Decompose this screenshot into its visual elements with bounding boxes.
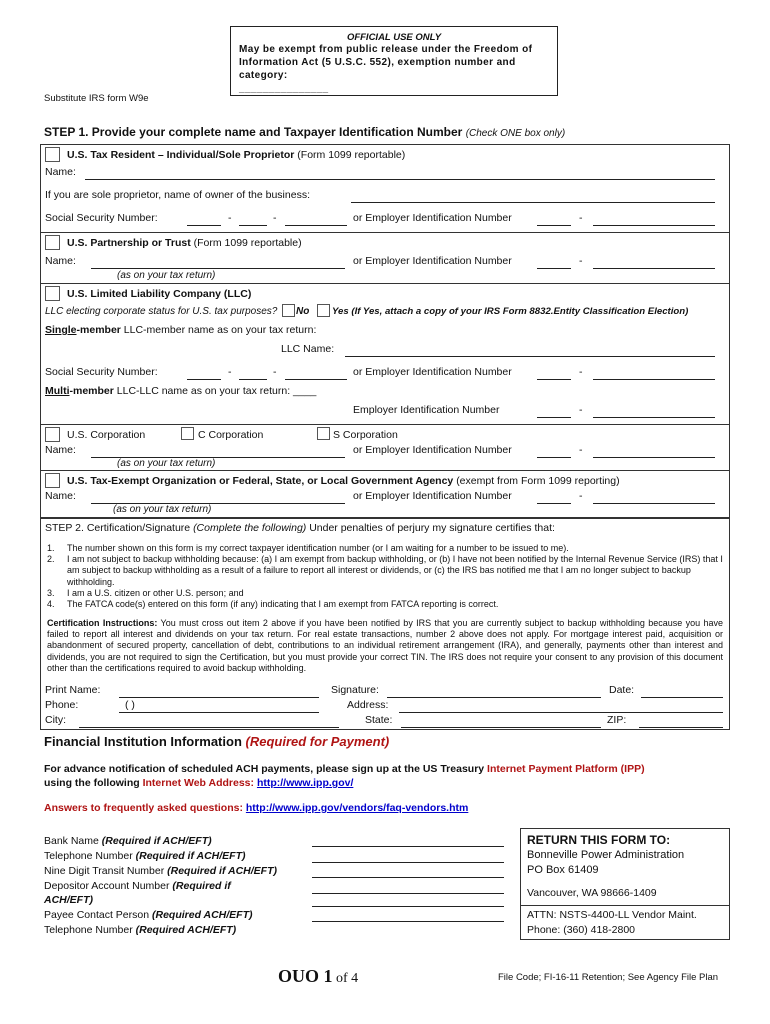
print-name-field[interactable] — [119, 697, 319, 698]
exempt-ein-part2[interactable] — [593, 503, 715, 504]
return-line2: PO Box 61409 — [527, 864, 599, 876]
llc-ssn-part1[interactable] — [187, 379, 221, 380]
llc-ein-part2[interactable] — [593, 379, 715, 380]
corp-ein-part2[interactable] — [593, 457, 715, 458]
contact-telephone-field[interactable] — [312, 921, 504, 922]
ouo-box — [230, 26, 558, 96]
contact-person-label: Payee Contact Person (Required ACH/EFT) — [44, 909, 253, 921]
return-line4: ATTN: NSTS-4400-LL Vendor Maint. — [527, 909, 697, 921]
us-corp-checkbox[interactable] — [45, 427, 60, 442]
s-corp-checkbox[interactable] — [317, 427, 330, 440]
transit-number-label: Nine Digit Transit Number (Required if ACH/EFT) — [44, 865, 277, 877]
partnership-name-field[interactable] — [91, 268, 345, 269]
date-label: Date: — [609, 684, 635, 696]
corp-ein-label: or Employer Identification Number — [353, 444, 512, 456]
state-label: State: — [365, 714, 393, 726]
individual-checkbox[interactable] — [45, 147, 60, 162]
llc-name-field[interactable] — [345, 356, 715, 357]
corp-note: (as on your tax return) — [117, 458, 216, 469]
dash: - — [579, 366, 583, 378]
ipp-link[interactable]: http://www.ipp.gov/ — [256, 777, 354, 789]
telephone-label: Telephone Number (Required if ACH/EFT) — [44, 850, 246, 862]
step1-heading: STEP 1. Provide your complete name and Taxpayer Identification Number (Check ONE box only) — [44, 125, 566, 139]
city-field[interactable] — [79, 727, 339, 728]
faq-line: Answers to frequently asked questions: http://www.ipp.gov/vendors/faq-vendors.htm — [44, 802, 469, 814]
individual-name-field[interactable] — [85, 179, 715, 180]
ein-part2[interactable] — [593, 225, 715, 226]
contact-telephone-label: Telephone Number (Required ACH/EFT) — [44, 924, 237, 936]
ssn-part1[interactable] — [187, 225, 221, 226]
dash: - — [579, 490, 583, 502]
llc-ssn-label: Social Security Number: — [45, 366, 158, 378]
corp-ein-part1[interactable] — [537, 457, 571, 458]
ouo-title: OFFICIAL USE ONLY — [346, 32, 442, 43]
phone-field[interactable] — [119, 712, 319, 713]
dash: - — [228, 212, 232, 224]
print-name-label: Print Name: — [45, 684, 101, 696]
address-field[interactable] — [399, 712, 723, 713]
financial-title: Financial Institution Information (Required for Payment) — [44, 734, 390, 749]
dash: - — [273, 212, 277, 224]
owner-field[interactable] — [351, 202, 715, 203]
substitute-form-label: Substitute IRS form W9e — [44, 93, 149, 104]
exempt-ein-label: or Employer Identification Number — [353, 490, 512, 502]
llc-checkbox[interactable] — [45, 286, 60, 301]
step2-heading: STEP 2. Certification/Signature (Complete the following) Under penalties of perjury my signature certifies that: — [45, 522, 555, 534]
partnership-ein-part2[interactable] — [593, 268, 715, 269]
certification-list — [47, 543, 723, 610]
transit-number-field[interactable] — [312, 877, 504, 878]
partnership-ein-part1[interactable] — [537, 268, 571, 269]
dash: - — [579, 404, 583, 416]
list-item: 3. I am a U.S. citizen or other U.S. person; and — [47, 587, 244, 598]
llc-no-label: No — [296, 306, 310, 317]
llc-yes-label: Yes (If Yes, attach a copy of your IRS Form 8832.Entity Classification Election) — [332, 306, 689, 317]
llc-electing-label: LLC electing corporate status for U.S. tax purposes? — [45, 306, 278, 317]
partnership-label: U.S. Partnership or Trust (Form 1099 reportable) — [67, 237, 302, 249]
phone-area-code: ( ) — [125, 699, 135, 711]
multi-member-label: Multi-member LLC-LLC name as on your tax return: ____ — [45, 385, 317, 397]
dash: - — [579, 255, 583, 267]
partnership-checkbox[interactable] — [45, 235, 60, 250]
ein-part1[interactable] — [537, 225, 571, 226]
return-title: RETURN THIS FORM TO: — [527, 833, 671, 847]
file-code: File Code; FI-16-11 Retention; See Agency File Plan — [498, 972, 719, 983]
list-item: 1. The number shown on this form is my correct taxpayer identification number (or I am waiting for a number to be issued to me). — [47, 543, 569, 553]
dash: - — [579, 444, 583, 456]
dash: - — [273, 366, 277, 378]
llc-label: U.S. Limited Liability Company (LLC) — [67, 288, 252, 300]
partnership-note: (as on your tax return) — [117, 270, 216, 281]
exempt-ein-part1[interactable] — [537, 503, 571, 504]
list-item: 4. The FATCA code(s) entered on this form (if any) indicating that I am exempt from FATCA reporting is correct. — [47, 599, 499, 610]
certification-instructions: Certification Instructions: You must cross out item 2 above if you have been notified by IRS that you are currently subject to backup withholding because you have failed to report all interest and dividends on your tax return. For real estate transactions, number 2 above does not apply. For mortgage interest paid, acquisition or abandonment of secured property, cancellation of debt, contributions to an individual retirement arrangement (IRA), and generally, payments other than interest and dividends, you are not required to sign the Certification, but you must provide your correct TIN. The IRS does not require your consent to any provision of this document other than the certifications required to avoid backup withholding. — [47, 618, 723, 673]
return-line5: Phone: (360) 418-2800 — [527, 924, 635, 936]
exempt-checkbox[interactable] — [45, 473, 60, 488]
multi-ein-part2[interactable] — [593, 417, 715, 418]
corp-name-label: Name: — [45, 444, 76, 456]
account-number-label: Depositor Account Number (Required if ACH/EFT) — [44, 880, 231, 906]
bank-name-field[interactable] — [312, 846, 504, 847]
date-field[interactable] — [641, 697, 723, 698]
owner-label: If you are sole proprietor, name of owner of the business: — [45, 189, 310, 201]
llc-ein-part1[interactable] — [537, 379, 571, 380]
exempt-label: U.S. Tax-Exempt Organization or Federal, State, or Local Government Agency (exempt from Form 1099 reporting) — [67, 475, 620, 487]
footer-page: OUO 1 of 4 — [278, 966, 359, 986]
llc-no-checkbox[interactable] — [282, 304, 295, 317]
return-line3: Vancouver, WA 98666-1409 — [527, 887, 657, 899]
phone-label: Phone: — [45, 699, 79, 711]
ouo-line: _______________ — [239, 83, 329, 94]
faq-link[interactable]: http://www.ipp.gov/vendors/faq-vendors.htm — [245, 802, 469, 814]
signature-field[interactable] — [387, 697, 601, 698]
single-member-label: Single-member LLC-member name as on your tax return: — [45, 324, 317, 336]
llc-ein-label: or Employer Identification Number — [353, 366, 512, 378]
contact-person-field[interactable] — [312, 906, 504, 907]
c-corp-checkbox[interactable] — [181, 427, 194, 440]
partnership-ein-label: or Employer Identification Number — [353, 255, 512, 267]
s-corp-label: S Corporation — [333, 429, 398, 441]
signature-label: Signature: — [331, 684, 379, 696]
ipp-paragraph: For advance notification of scheduled ACH payments, please sign up at the US Treasury Internet Payment Platform (IPP) using the following Internet Web Address: http://www.ipp.gov/ — [44, 763, 645, 789]
c-corp-label: C Corporation — [198, 429, 264, 441]
llc-ssn-part3[interactable] — [285, 379, 347, 380]
exempt-name-label: Name: — [45, 490, 76, 502]
return-line1: Bonneville Power Administration — [527, 849, 685, 861]
ssn-part2[interactable] — [239, 225, 267, 226]
multi-ein-label: Employer Identification Number — [353, 404, 500, 416]
ouo-text: May be exempt from public release under the Freedom of Information Act (5 U.S.C. 552), exemption number and category: — [239, 44, 533, 81]
dash: - — [579, 212, 583, 224]
state-field[interactable] — [401, 727, 601, 728]
multi-ein-part1[interactable] — [537, 417, 571, 418]
individual-name-label: Name: — [45, 166, 76, 178]
step1-note: (Check ONE box only) — [465, 128, 566, 139]
individual-ssn-label: Social Security Number: — [45, 212, 158, 224]
individual-label: U.S. Tax Resident – Individual/Sole Proprietor (Form 1099 reportable) — [67, 149, 406, 161]
address-label: Address: — [347, 699, 389, 711]
zip-field[interactable] — [639, 727, 723, 728]
individual-ein-label: or Employer Identification Number — [353, 212, 512, 224]
step1-box — [40, 144, 730, 518]
us-corp-label: U.S. Corporation — [67, 429, 146, 441]
exempt-note: (as on your tax return) — [113, 504, 212, 515]
llc-yes-checkbox[interactable] — [317, 304, 330, 317]
return-box — [520, 828, 730, 940]
llc-name-label: LLC Name: — [281, 343, 335, 355]
city-label: City: — [45, 714, 66, 726]
list-item: 2. I am not subject to backup withholding because: (a) I am exempt from backup withholding, or (b) I have not been notified by the Internal Revenue Service (IRS) that I am subject to backup withholding as a result of a failure to report all interest or dividends, or (c) the IRS bas notified me that I am no longer subject to backup withholding. — [47, 554, 723, 587]
partnership-name-label: Name: — [45, 255, 76, 267]
bank-name-label: Bank Name (Required if ACH/EFT) — [44, 835, 212, 847]
zip-label: ZIP: — [607, 714, 627, 726]
account-number-field[interactable] — [312, 893, 504, 894]
ssn-part3[interactable] — [285, 225, 347, 226]
dash: - — [228, 366, 232, 378]
llc-ssn-part2[interactable] — [239, 379, 267, 380]
step2-box — [40, 518, 730, 730]
telephone-field[interactable] — [312, 862, 504, 863]
